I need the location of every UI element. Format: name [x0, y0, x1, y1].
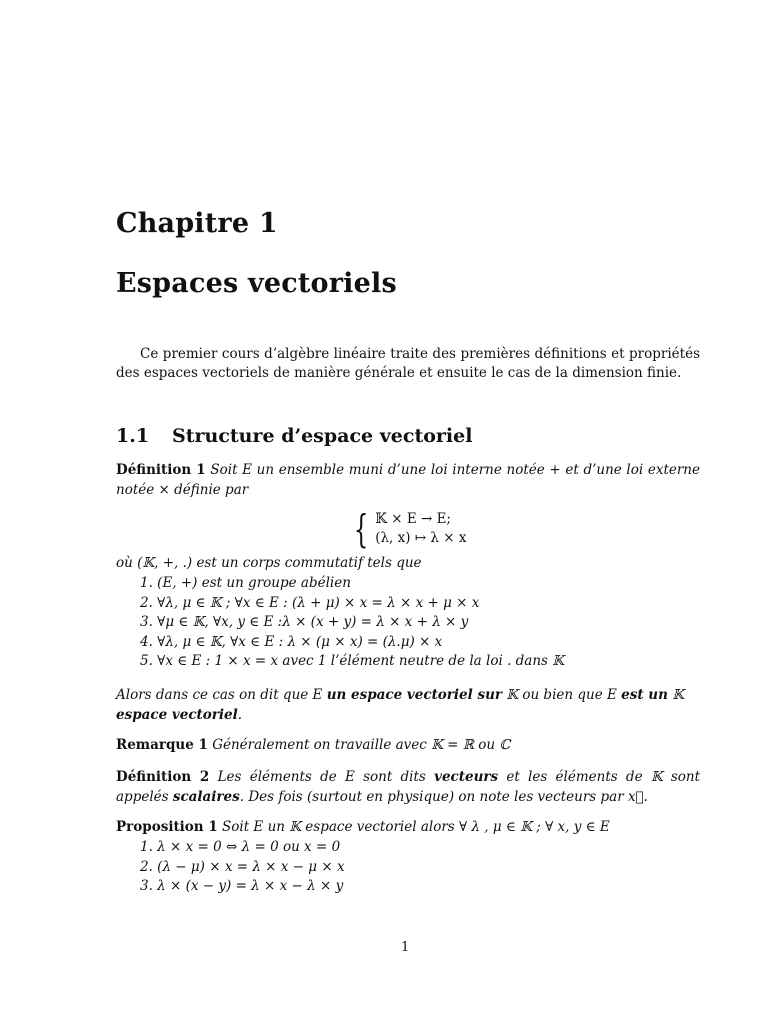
document-page [116, 0, 700, 1024]
system-line-2: (λ, x) ↦ λ × x [375, 530, 467, 546]
remark-1-text: Généralement on travaille avec 𝕂 = ℝ ou ℂ [212, 737, 511, 753]
section-heading [116, 423, 472, 449]
proposition-1 [116, 818, 700, 838]
list-item: 3. λ × (x − y) = λ × x − λ × y [140, 878, 344, 894]
definition-2-text: et les éléments de 𝕂 sont appelés [116, 769, 700, 805]
section-title: Structure d’espace vectoriel [172, 425, 473, 447]
definition-1-conclusion [116, 686, 700, 725]
conclusion-text: 𝕂 ou bien que E [502, 687, 622, 703]
definition-1-axioms [116, 574, 700, 672]
definition-1-where: où (𝕂, +, .) est un corps commutatif tels que [116, 555, 422, 571]
system-line-1: 𝕂 × E → E; [375, 511, 451, 527]
definition-2-text: . Des fois (surtout en physique) on note les vecteurs par x⃗. [239, 788, 648, 805]
definition-2 [116, 768, 700, 807]
definition-1-text: Soit E un ensemble muni d’une loi interne notée + et d’une loi externe notée × définie par [116, 462, 700, 498]
definition-1-system [349, 509, 466, 549]
definition-2-emphasis: vecteurs [434, 769, 499, 785]
list-item: 5. ∀x ∈ E : 1 × x = x avec 1 l’élément neutre de la loi . dans 𝕂 [140, 653, 564, 669]
list-item: 4. ∀λ, μ ∈ 𝕂, ∀x ∈ E : λ × (μ × x) = (λ.μ) × x [140, 633, 443, 650]
intro-paragraph: Ce premier cours d’algèbre linéaire traite des premières définitions et propriétés des espaces vectoriels de manière générale et ensuite le cas de la dimension finie. [116, 346, 700, 381]
remark-1-label: Remarque 1 [116, 737, 208, 753]
definition-1 [116, 461, 700, 500]
conclusion-emphasis: un espace vectoriel sur [326, 687, 502, 703]
chapter-title: Espaces vectoriels [116, 268, 397, 299]
page-number: 1 [401, 940, 410, 955]
list-item: 3. ∀μ ∈ 𝕂, ∀x, y ∈ E :λ × (x + y) = λ × x + λ × y [140, 614, 469, 630]
proposition-1-items [116, 838, 700, 897]
definition-1-label: Définition 1 [116, 462, 206, 478]
proposition-1-text: Soit E un 𝕂 espace vectoriel alors ∀ λ , μ ∈ 𝕂 ; ∀ x, y ∈ E [222, 819, 610, 835]
definition-2-text: Les éléments de E sont dits [217, 769, 435, 785]
definition-2-emphasis: scalaires [172, 788, 240, 805]
conclusion-emphasis: est un [621, 687, 668, 703]
conclusion-text: 𝕂 [667, 687, 684, 703]
list-item: 2. ∀λ, μ ∈ 𝕂 ; ∀x ∈ E : (λ + μ) × x = λ × x + μ × x [140, 594, 480, 611]
left-brace: { [353, 507, 369, 551]
remark-1 [116, 736, 700, 756]
proposition-1-label: Proposition 1 [116, 819, 218, 835]
conclusion-emphasis: espace vectoriel [116, 706, 238, 723]
list-item: 2. (λ − μ) × x = λ × x − μ × x [140, 858, 345, 875]
conclusion-text: . [237, 706, 243, 723]
chapter-label: Chapitre 1 [116, 208, 278, 239]
list-item: 1. λ × x = 0 ⇔ λ = 0 ou x = 0 [140, 839, 341, 855]
section-number: 1.1 [116, 425, 150, 447]
list-item: 1. (E, +) est un groupe abélien [140, 575, 351, 591]
definition-2-label: Définition 2 [116, 769, 210, 785]
conclusion-text: Alors dans ce cas on dit que E [116, 687, 327, 703]
